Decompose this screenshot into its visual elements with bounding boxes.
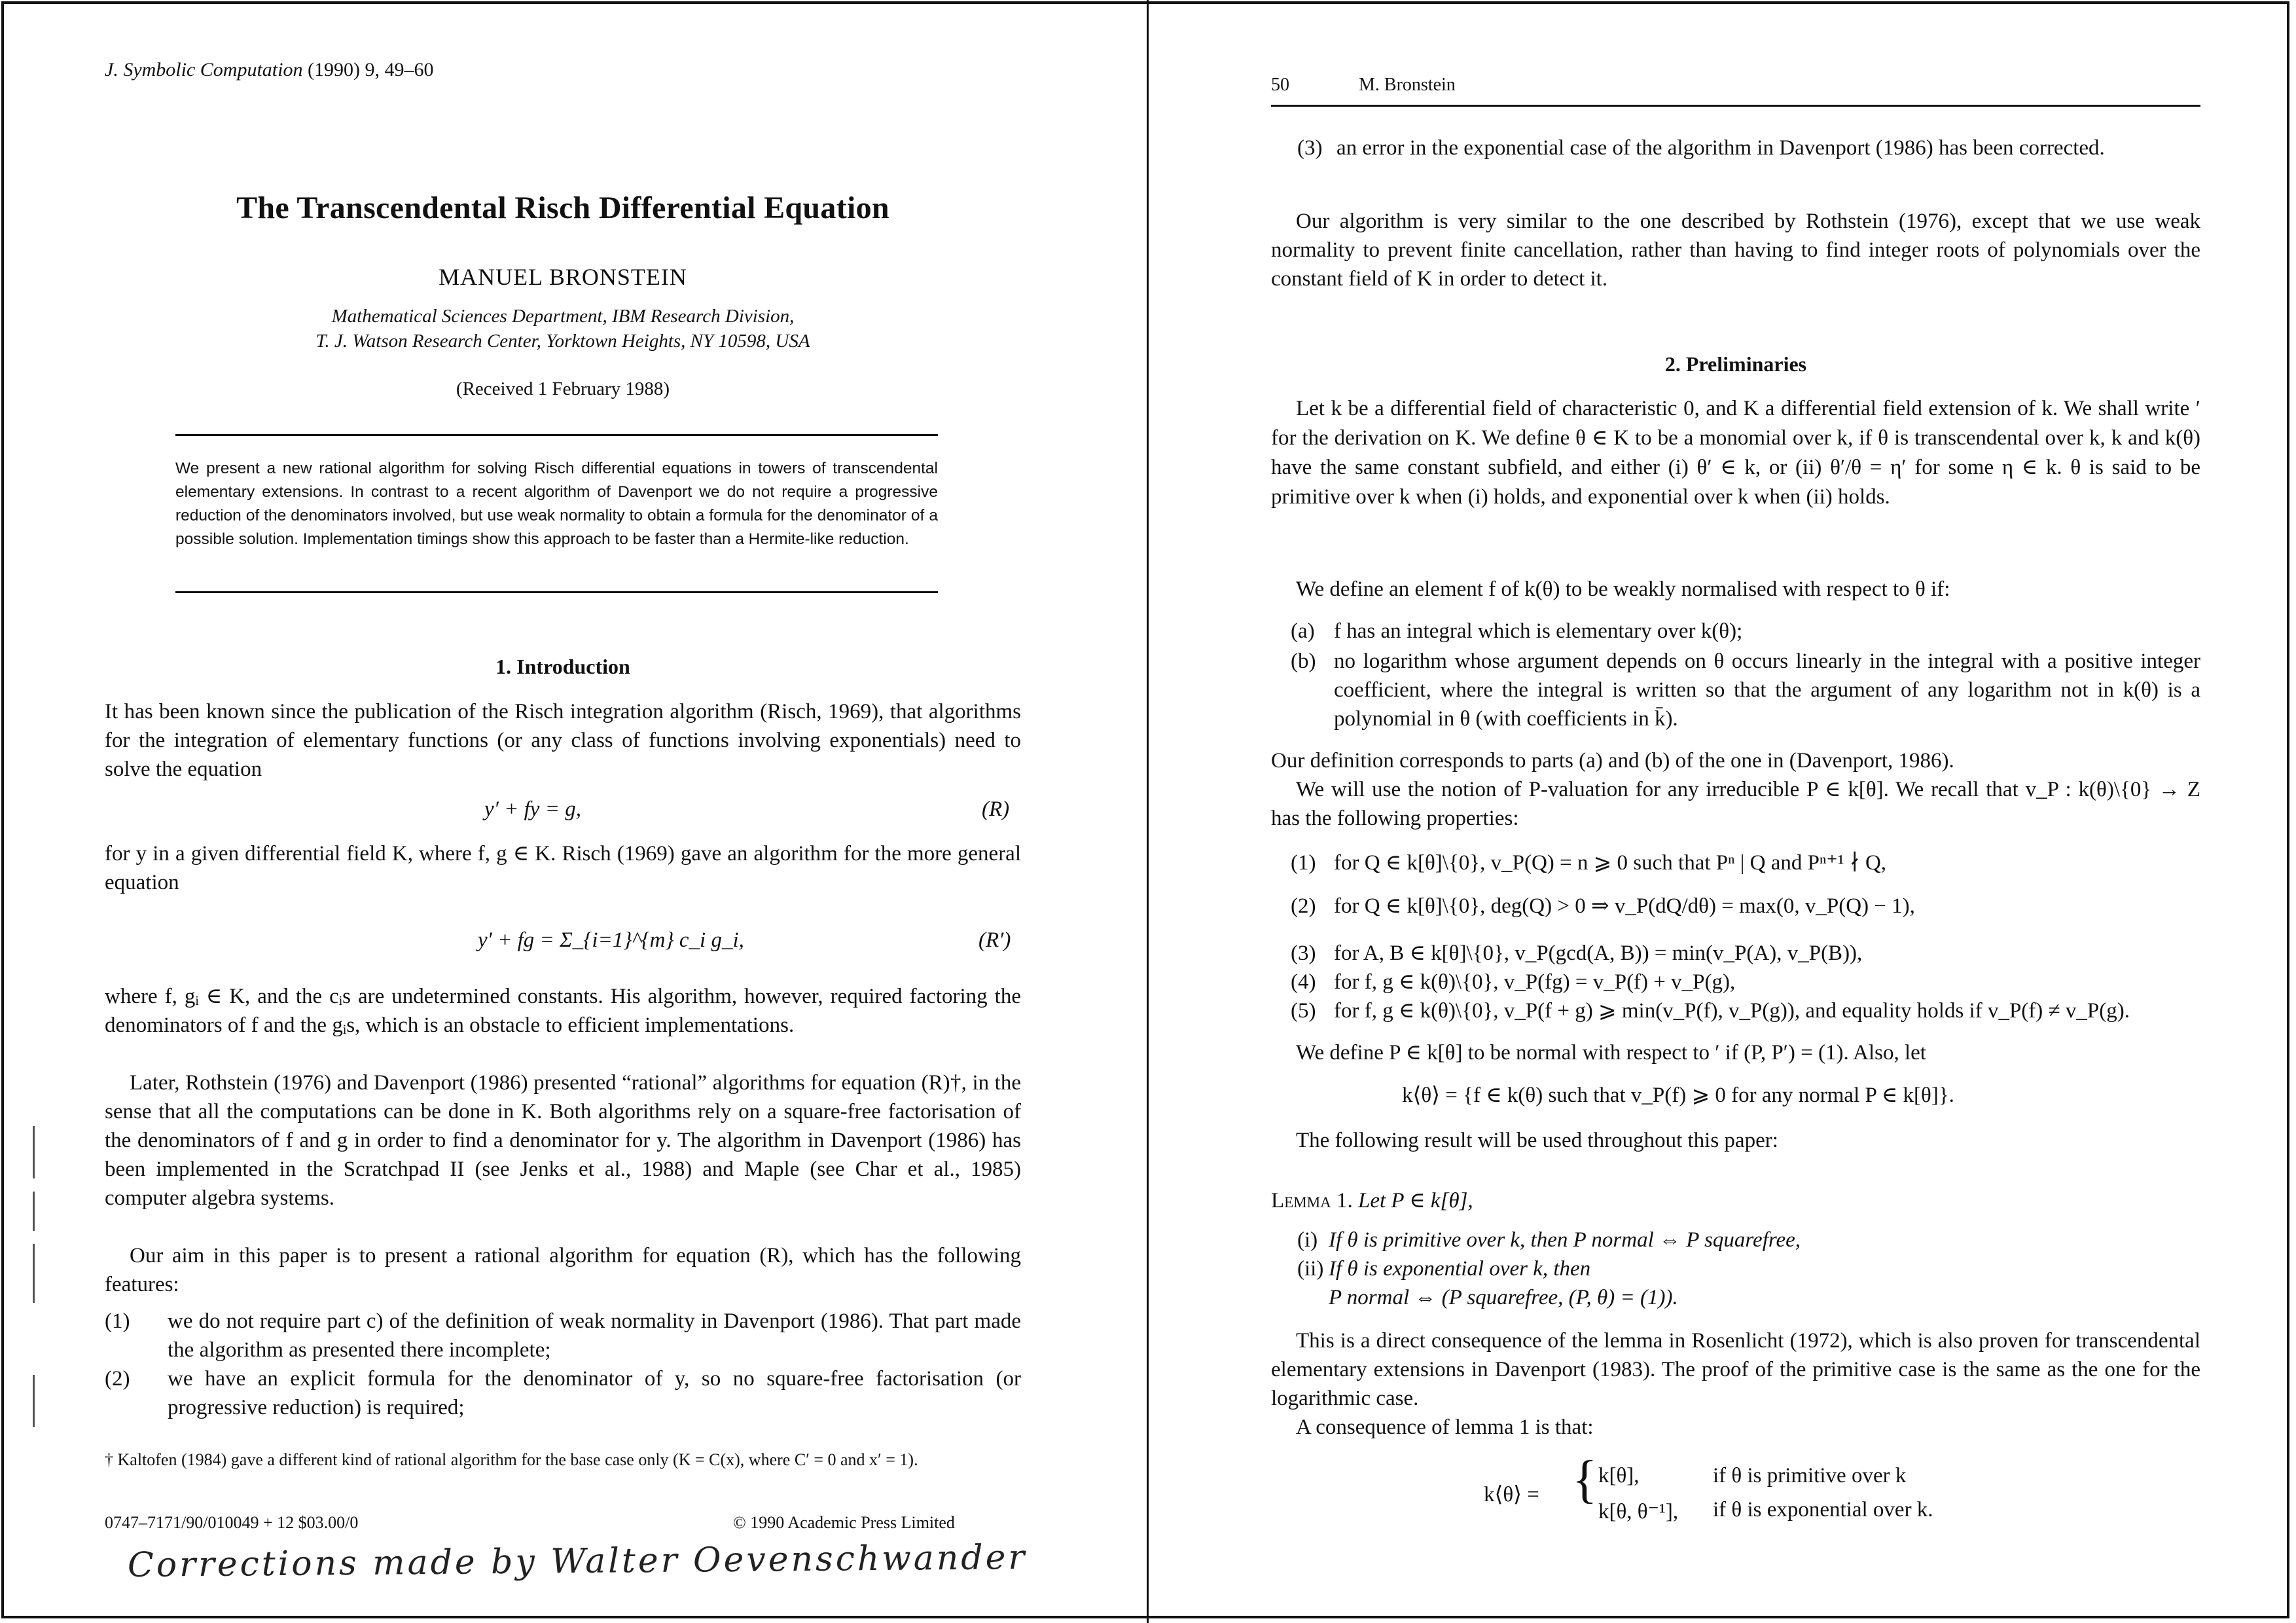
feature-number: (3) — [1297, 136, 1323, 160]
item-text: for f, g ∈ k(θ)\{0}, v_P(f + g) ⩾ min(v_P(f), v_P(g)), and equality holds if v_P(f) ≠ v_P(g). — [1334, 999, 2130, 1023]
issn-code: 0747–7171/90/010049 + 12 $03.00/0 — [105, 1513, 359, 1532]
item-text: for f, g ∈ k(θ)\{0}, v_P(fg) = v_P(f) + v_P(g), — [1334, 970, 1736, 994]
item-label: (1) — [1291, 851, 1316, 875]
handwritten-note: Corrections made by Walter Oevenschwander — [127, 1538, 1028, 1585]
equation-R: y′ + fy = g, — [484, 797, 581, 821]
equation-R-prime-label: (R′) — [978, 928, 1011, 952]
item-text: for Q ∈ k[θ]\{0}, deg(Q) > 0 ⇒ v_P(dQ/dθ) = max(0, v_P(Q) − 1), — [1334, 894, 1915, 918]
feature-number: (2) — [105, 1367, 130, 1391]
cases-lhs: k⟨θ⟩ = — [1484, 1483, 1539, 1506]
prelim-paragraph-4: We will use the notion of P-valuation for any irreducible P ∈ k[θ]. We recall that v_P : k(θ)\{0} → Z has the following properties: — [1271, 778, 2200, 830]
feature-item-2 — [105, 1364, 1021, 1422]
intro-paragraph-4: Later, Rothstein (1976) and Davenport (1986) presented “rational” algorithms for equation (R)†, in the sense that all the computations can be done in K. Both algorithms rely on a square-free factorisation of the denominators of f and g in order to find a denominator for y. The algorithm in Davenport (1986) has been implemented in the Scratchpad II (see Jenks et al., 1988) and Maple (see Char et al., 1985) computer algebra systems. — [105, 1071, 1021, 1210]
item-label: (2) — [1291, 894, 1316, 918]
wn-item-a — [1291, 617, 2200, 646]
feature-number: (1) — [105, 1309, 130, 1333]
valuation-item-4 — [1291, 968, 2200, 996]
item-text: no logarithm whose argument depends on θ occurs linearly in the integral with a positive integer coefficient, where the integral is written so that the argument of any logarithm not in k(θ) is a polynomial in θ (with coefficients in k̄). — [1334, 649, 2200, 731]
case-1-value: k[θ], — [1598, 1464, 1640, 1487]
equation-R-label: (R) — [982, 797, 1010, 821]
similarity-paragraph: Our algorithm is very similar to the one described by Rothstein (1976), except that we use weak normality to prevent finite cancellation, rather than having to find integer roots of polynomials over the constant field of K in order to detect it. — [1271, 210, 2200, 291]
left-page — [105, 0, 1021, 1623]
running-head — [105, 59, 433, 81]
item-label: (ii) — [1297, 1257, 1324, 1281]
consequence-paragraph: This is a direct consequence of the lemma in Rosenlicht (1972), which is also proven for transcendental elementary extensions in Davenport (1983). The proof of the primitive case is the same as the one for the logarithmic case. — [1271, 1329, 2200, 1410]
intro-paragraph-2: for y in a given differential field K, where f, g ∈ K. Risch (1969) gave an algorithm for the more general equation — [105, 842, 1021, 894]
item-label: (a) — [1291, 619, 1315, 643]
consequence-paragraph-2: A consequence of lemma 1 is that: — [1296, 1415, 1594, 1439]
prelim-paragraph-2: We define an element f of k(θ) to be weakly normalised with respect to θ if: — [1296, 577, 1950, 601]
lemma-item-ii-cont — [1297, 1283, 2200, 1312]
lemma-text: Let P ∈ k[θ], — [1357, 1189, 1473, 1213]
feature-text: we have an explicit formula for the denominator of y, so no square-free factorisation (or progressive reduction) is required; — [168, 1367, 1021, 1419]
affiliation-line-1: Mathematical Sciences Department, IBM Research Division, — [331, 306, 795, 327]
case-2-value: k[θ, θ⁻¹], — [1598, 1500, 1679, 1523]
equation-R-prime: y′ + fg = Σ_{i=1}^{m} c_i g_i, — [478, 928, 744, 952]
valuation-item-5 — [1291, 996, 2200, 1025]
item-text: P normal ⇔ (P squarefree, (P, θ) = (1)). — [1329, 1286, 1678, 1309]
case-1-condition: if θ is primitive over k — [1713, 1464, 1907, 1487]
feature-item-3 — [1297, 134, 2200, 162]
right-page — [1271, 0, 2200, 1623]
running-author: M. Bronstein — [1359, 75, 1456, 95]
header-rule — [1271, 105, 2200, 107]
valuation-item-1 — [1291, 848, 2200, 877]
received-date: (Received 1 February 1988) — [456, 378, 670, 399]
lemma-item-i — [1297, 1226, 2200, 1254]
margin-mark — [33, 1375, 35, 1427]
journal-volume: (1990) 9, 49–60 — [307, 59, 434, 81]
lemma-item-ii — [1297, 1254, 2200, 1283]
feature-text: an error in the exponential case of the algorithm in Davenport (1986) has been corrected. — [1336, 136, 2105, 160]
intro-paragraph-5: Our aim in this paper is to present a rational algorithm for equation (R), which has the following features: — [105, 1244, 1021, 1296]
feature-text: we do not require part c) of the definition of weak normality in Davenport (1986). That part made the algorithm as presented there incomplete; — [168, 1309, 1021, 1362]
item-text: for Q ∈ k[θ]\{0}, v_P(Q) = n ⩾ 0 such that Pⁿ | Q and Pⁿ⁺¹ ∤ Q, — [1334, 851, 1887, 875]
margin-mark — [33, 1192, 35, 1231]
abstract-bottom-rule — [175, 591, 938, 593]
author-name: MANUEL BRONSTEIN — [439, 264, 687, 290]
abstract-top-rule — [175, 434, 938, 436]
copyright-notice: © 1990 Academic Press Limited — [733, 1513, 955, 1532]
valuation-item-2 — [1291, 892, 2200, 921]
item-label: (i) — [1297, 1228, 1318, 1252]
wn-item-b — [1291, 647, 2200, 733]
item-label: (5) — [1291, 999, 1316, 1023]
prelim-paragraph-6: The following result will be used throughout this paper: — [1296, 1129, 1778, 1152]
intro-paragraph-1: It has been known since the publication of the Risch integration algorithm (Risch, 1969), that algorithms for the integration of elementary functions (or any class of functions involving exponentials) need to solve the equation — [105, 700, 1021, 781]
item-text: for A, B ∈ k[θ]\{0}, v_P(gcd(A, B)) = min(v_P(A), v_P(B)), — [1334, 941, 1863, 965]
prelim-paragraph-1: Let k be a differential field of characteristic 0, and K a differential field extension of k. We shall write ′ for the derivation on K. We define θ ∈ K to be a monomial over k, if θ is transcendental over k, k and k(θ) have the same constant subfield, and either (i) θ′ ∈ k, or (ii) θ′/θ = η′ for some η ∈ k. θ is said to be primitive over k when (i) holds, and exponential over k when (ii) holds. — [1271, 397, 2200, 509]
cases-brace: { — [1572, 1451, 1598, 1508]
prelim-paragraph-5: We define P ∈ k[θ] to be normal with respect to ′ if (P, P′) = (1). Also, let — [1296, 1041, 1926, 1065]
page-gutter — [1147, 0, 1149, 1623]
journal-name: J. Symbolic Computation — [105, 59, 303, 81]
lemma-statement — [1271, 1186, 2200, 1215]
equation-k-theta: k⟨θ⟩ = {f ∈ k(θ) such that v_P(f) ⩾ 0 for any normal P ∈ k[θ]}. — [1402, 1084, 1954, 1107]
valuation-item-3 — [1291, 939, 2200, 968]
prelim-paragraph-3: Our definition corresponds to parts (a) and (b) of the one in (Davenport, 1986). — [1271, 749, 1954, 773]
section-heading-preliminaries: 2. Preliminaries — [1664, 352, 1807, 376]
margin-mark — [33, 1126, 35, 1178]
lemma-heading: Lemma 1. — [1271, 1189, 1353, 1213]
item-label: (3) — [1291, 941, 1316, 965]
item-text: If θ is primitive over k, then P normal ⇔ P squarefree, — [1329, 1228, 1801, 1252]
affiliation-line-2: T. J. Watson Research Center, Yorktown Heights, NY 10598, USA — [315, 331, 810, 352]
feature-item-1 — [105, 1307, 1021, 1364]
margin-mark — [33, 1244, 35, 1303]
item-label: (b) — [1291, 649, 1316, 673]
page-number: 50 — [1271, 75, 1289, 95]
item-text: If θ is exponential over k, then — [1329, 1257, 1591, 1281]
item-label: (4) — [1291, 970, 1316, 994]
item-text: f has an integral which is elementary over k(θ); — [1334, 619, 1743, 643]
case-2-condition: if θ is exponential over k. — [1713, 1498, 1933, 1522]
paper-title: The Transcendental Risch Differential Equation — [236, 191, 889, 225]
section-heading-introduction: 1. Introduction — [495, 655, 630, 678]
footnote: † Kaltofen (1984) gave a different kind of rational algorithm for the base case only (K = C(x), where C′ = 0 and x′ = 1). — [105, 1450, 918, 1469]
abstract: We present a new rational algorithm for solving Risch differential equations in towers of transcendental elementary extensions. In contrast to a recent algorithm of Davenport we do not require a progressive reduction of the denominators involved, but use weak normality to obtain a formula for the denominator of a possible solution. Implementation timings show this approach to be faster than a Hermite-like reduction. — [175, 460, 938, 548]
intro-paragraph-3: where f, gᵢ ∈ K, and the cᵢs are undetermined constants. His algorithm, however, required factoring the denominators of f and the gᵢs, which is an obstacle to efficient implementations. — [105, 985, 1021, 1037]
